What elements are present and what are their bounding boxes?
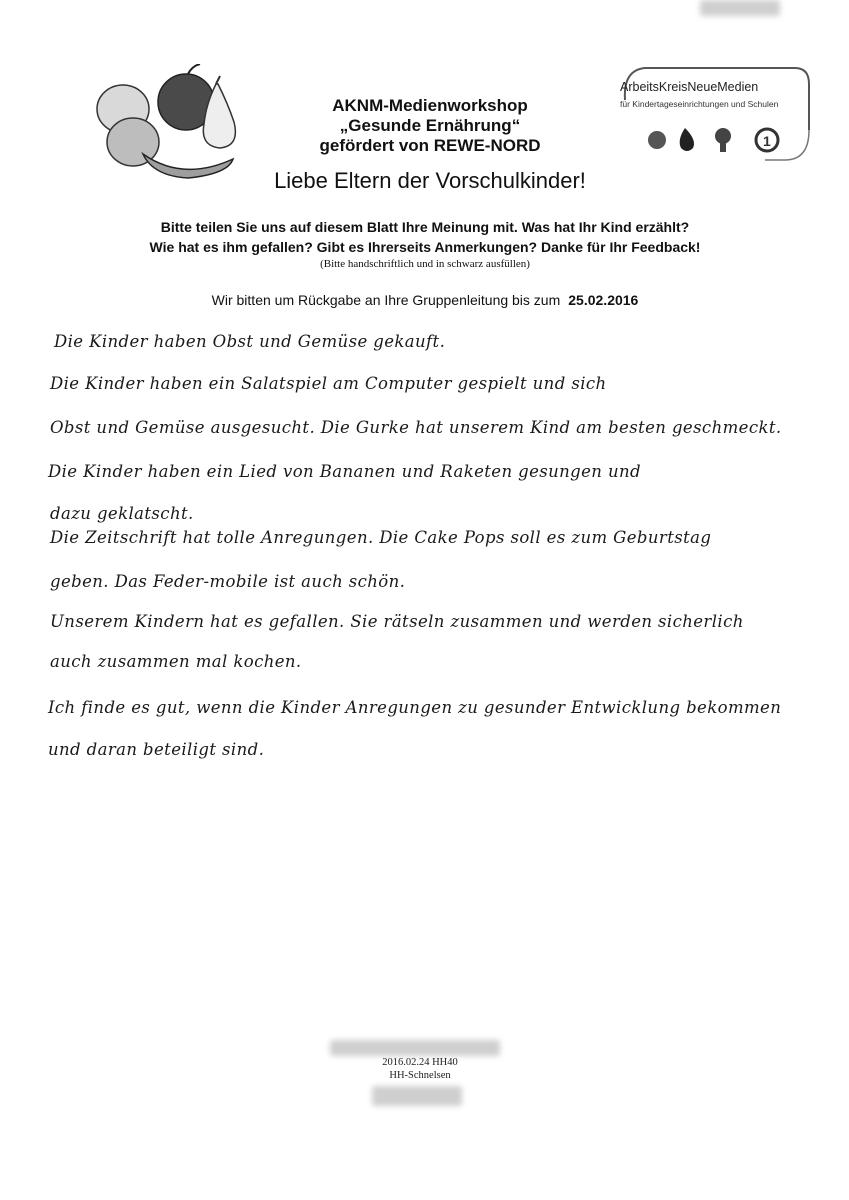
- instructions-line-1: Bitte teilen Sie uns auf diesem Blatt Ihre Meinung mit. Was hat Ihr Kind erzählt?: [160, 219, 690, 235]
- handwritten-line: dazu geklatscht.: [50, 504, 194, 523]
- return-date: 25.02.2016: [568, 292, 639, 308]
- stamp-datetime: 2016.02.24 HH40: [382, 1057, 458, 1068]
- aknm-logo-subtitle: für Kindertageseinrichtungen und Schulen: [620, 99, 779, 109]
- return-text: Wir bitten um Rückgabe an Ihre Gruppenleitung bis zum: [211, 292, 561, 308]
- redacted-stamp-top: [330, 1040, 500, 1056]
- aknm-logo-title: ArbeitsKreisNeueMedien: [620, 80, 759, 94]
- workshop-subtitle: „Gesunde Ernährung“: [339, 116, 521, 135]
- redacted-stamp-bottom: [372, 1086, 462, 1106]
- aknm-logo-icon: [615, 60, 815, 168]
- handwritten-line: Die Kinder haben Obst und Gemüse gekauft.: [54, 332, 446, 351]
- handwritten-line: auch zusammen mal kochen.: [50, 652, 302, 671]
- workshop-heading: [220, 96, 640, 156]
- handwritten-line: Ich finde es gut, wenn die Kinder Anregungen zu gesunder Entwicklung bekommen: [48, 698, 782, 717]
- sponsor-line: gefördert von REWE-NORD: [319, 136, 541, 155]
- receipt-stamp: [330, 1056, 510, 1082]
- stamp-location: HH-Schnelsen: [389, 1070, 451, 1081]
- greeting: Liebe Eltern der Vorschulkinder!: [274, 168, 586, 193]
- instructions-line-2: Wie hat es ihm gefallen? Gibt es Ihrerseits Anmerkungen? Danke für Ihr Feedback!: [149, 239, 701, 255]
- handwritten-line: Die Kinder haben ein Lied von Bananen und Raketen gesungen und: [48, 462, 641, 481]
- redacted-top: [700, 0, 780, 16]
- instructions: [60, 217, 790, 271]
- handwritten-line: Die Zeitschrift hat tolle Anregungen. Die Cake Pops soll es zum Geburtstag: [50, 528, 712, 547]
- instructions-note: (Bitte handschriftlich und in schwarz ausfüllen): [320, 258, 530, 270]
- handwritten-line: und daran beteiligt sind.: [48, 740, 265, 759]
- handwritten-line: geben. Das Feder-mobile ist auch schön.: [50, 572, 406, 591]
- return-instruction: [60, 292, 790, 308]
- handwritten-line: Obst und Gemüse ausgesucht. Die Gurke hat unserem Kind am besten geschmeckt.: [50, 418, 782, 437]
- workshop-title: AKNM-Medienworkshop: [332, 96, 528, 115]
- handwritten-line: Unserem Kindern hat es gefallen. Sie rätseln zusammen und werden sicherlich: [50, 612, 744, 631]
- svg-text:1: 1: [763, 133, 771, 149]
- handwritten-line: Die Kinder haben ein Salatspiel am Computer gespielt und sich: [50, 374, 607, 393]
